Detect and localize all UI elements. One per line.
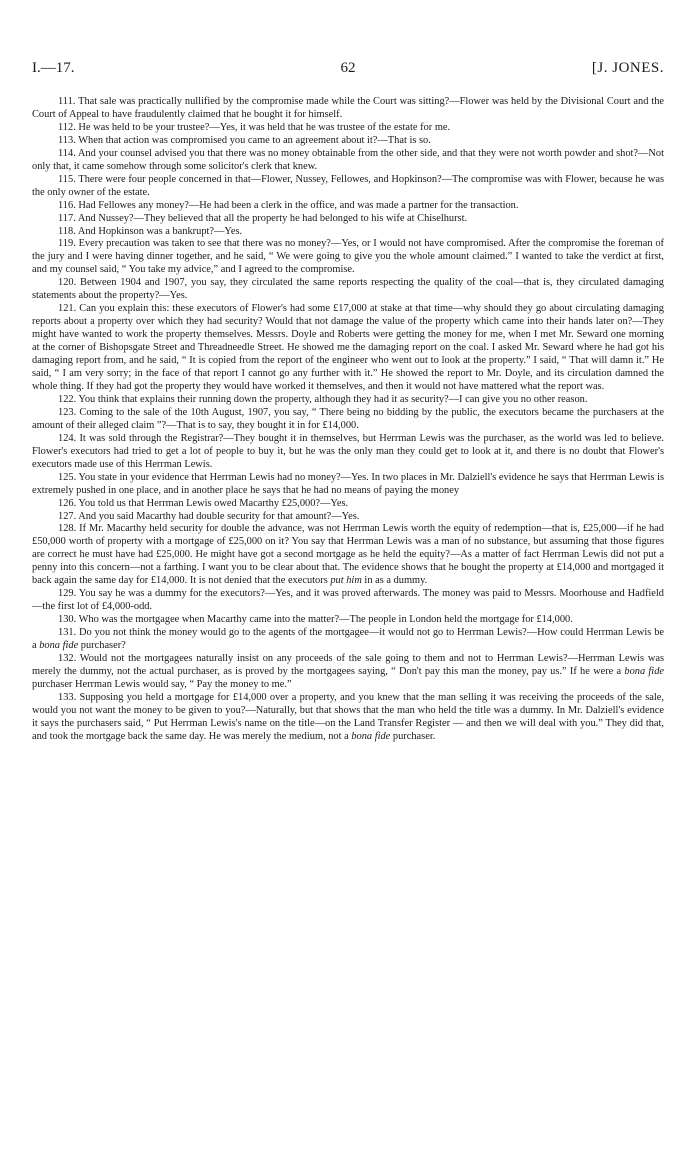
question-paragraph bbox=[32, 200, 664, 213]
paragraph-text: 114. And your counsel advised you that there was no money obtainable from the other side, and that they were not worth powder and shot?—Not only that, it came somehow through some solicitor's clerk that knew. bbox=[32, 147, 664, 172]
page-number: 62 bbox=[340, 60, 356, 76]
question-paragraph bbox=[32, 407, 664, 433]
paragraph-text: 111. That sale was practically nullified by the compromise made while the Court was sitting?—Flower was held by the Divisional Court and the Court of Appeal to have fraudulently claimed that he bought it for himself. bbox=[32, 96, 664, 120]
paragraph-text: 118. And Hopkinson was a bankrupt?—Yes. bbox=[58, 225, 243, 237]
question-paragraph bbox=[32, 472, 664, 498]
question-paragraph bbox=[32, 135, 664, 148]
question-paragraph bbox=[32, 523, 664, 588]
paragraph-text: 113. When that action was compromised you came to an agreement about it?—That is so. bbox=[58, 134, 431, 146]
paragraph-text: 123. Coming to the sale of the 10th August, 1907, you say, “ There being no bidding by the public, the executors became the purchasers at the amount of their alleged claim ”?—That is to say, they bought it in for £14,000. bbox=[32, 406, 664, 431]
paragraph-text: purchaser. bbox=[390, 730, 436, 742]
question-paragraph bbox=[32, 498, 664, 511]
paragraph-text: 122. You think that explains their running down the property, although they had it as security?—I can give you no other reason. bbox=[58, 393, 588, 405]
paragraph-text: 131. Do you not think the money would go to the agents of the mortgagee—it would not go to Herrman Lewis?—How could Herrman Lewis be a bbox=[32, 627, 664, 652]
question-paragraph bbox=[32, 511, 664, 524]
question-paragraph bbox=[32, 692, 664, 744]
question-paragraph bbox=[32, 96, 664, 122]
paragraph-text: in as a dummy. bbox=[361, 575, 428, 587]
testimony-body bbox=[32, 96, 664, 744]
witness-name: [J. JONES. bbox=[591, 60, 664, 76]
question-paragraph bbox=[32, 653, 664, 692]
paragraph-text: 130. Who was the mortgagee when Macarthy came into the matter?—The people in London held the mortgage for £14,000. bbox=[58, 614, 573, 626]
paragraph-text: 133. Supposing you held a mortgage for £14,000 over a property, and you knew that the man selling it was receiving the proceeds of the sale, would you not want the money to be given to you?—Naturally, but that shows that the man who held the title was a dummy. In Mr. Dalziell's evidence it says the purchasers said, “ Put Herrman Lewis's name on the title—on the Land Transfer Register — and then we will deal with you.” They did that, and took the mortgage back the same day. He was merely the medium, not a bbox=[32, 691, 664, 742]
paragraph-text: 127. And you said Macarthy had double security for that amount?—Yes. bbox=[58, 510, 360, 522]
paragraph-text: 112. He was held to be your trustee?—Yes, it was held that he was trustee of the estate for me. bbox=[58, 121, 451, 133]
question-paragraph bbox=[32, 277, 664, 303]
italic-text: put him bbox=[330, 575, 362, 587]
question-paragraph bbox=[32, 394, 664, 407]
paragraph-text: 121. Can you explain this: these executors of Flower's had some £17,000 at stake at that time—why should they go about circulating damaging reports about a property over which they had security? Would that not damage the value of the property which came into their hands later on?—They might have wanted to work the property themselves. Messrs. Doyle and Roberts were getting the money for me, when I met Mr. Seward one morning at the corner of Bishopsgate Street and Threadneedle Street. He showed me the damaging report on the coal. I asked Mr. Seward where he had got his damaging report from, and he said, “ It is copied from the report of the engineer who went out to look at the property.” I said, “ That will damn it.” He said, “ I am very sorry; in the face of that report I cannot go any further with it.” He showed the report to Mr. Doyle, and its circulation damned the whole thing. If they had got the property they would have worked it themselves, and then it would not have mattered what the report was. bbox=[32, 303, 664, 392]
paragraph-text: 125. You state in your evidence that Herrman Lewis had no money?—Yes. In two places in Mr. Dalziell's evidence he says that Herrman Lewis is extremely pushed in one place, and in another place he says that he had no means of paying the money bbox=[32, 471, 664, 496]
question-paragraph bbox=[32, 433, 664, 472]
question-paragraph bbox=[32, 213, 664, 226]
paragraph-text: purchaser Herrman Lewis would say, “ Pay the money to me.” bbox=[32, 678, 292, 690]
italic-text: bona fide bbox=[39, 640, 79, 652]
question-paragraph bbox=[32, 226, 664, 239]
paragraph-text: purchaser? bbox=[78, 640, 126, 652]
paragraph-text: 126. You told us that Herrman Lewis owed Macarthy £25,000?—Yes. bbox=[58, 497, 349, 509]
question-paragraph bbox=[32, 174, 664, 200]
question-paragraph bbox=[32, 148, 664, 174]
paragraph-text: 129. You say he was a dummy for the executors?—Yes, and it was proved afterwards. The money was paid to Messrs. Moorhouse and Hadfield—the first lot of £4,000-odd. bbox=[32, 588, 664, 613]
paragraph-text: 116. Had Fellowes any money?—He had been a clerk in the office, and was made a partner for the transaction. bbox=[58, 199, 519, 211]
paragraph-text: 115. There were four people concerned in that—Flower, Nussey, Fellowes, and Hopkinson?—The compromise was with Flower, because he was the only owner of the estate. bbox=[32, 173, 664, 198]
italic-text: bona fide bbox=[351, 730, 391, 742]
question-paragraph bbox=[32, 588, 664, 614]
paragraph-text: 124. It was sold through the Registrar?—They bought it in themselves, but Herrman Lewis was the purchaser, as the world was led to believe. Flower's executors had tried to get a lot of people to buy it, but he was the only man they could get to look at it, and there is no doubt that Flower's executors made use of this Herrman Lewis. bbox=[32, 432, 664, 470]
question-paragraph bbox=[32, 238, 664, 277]
paragraph-text: 119. Every precaution was taken to see that there was no money?—Yes, or I would not have compromised. After the compromise the foreman of the jury and I were having dinner together, and he said, “ We were going to give you the whole amount claimed.” I wanted to take the verdict at first, and my counsel said, “ You take my advice,” and I agreed to the compromise. bbox=[32, 238, 664, 276]
series-reference: I.—17. bbox=[32, 60, 75, 76]
question-paragraph bbox=[32, 614, 664, 627]
paragraph-text: 117. And Nussey?—They believed that all the property he had belonged to his wife at Chiselhurst. bbox=[58, 212, 468, 224]
question-paragraph bbox=[32, 303, 664, 394]
paragraph-text: 128. If Mr. Macarthy held security for double the advance, was not Herrman Lewis worth the equity of redemption—that is, £25,000—if he had £50,000 worth of property with a mortgage of £25,000 on it? You say that Herrman Lewis was a man of no substance, but assuming that those figures are correct he must have had £25,000. He might have got a second mortgage as he held the equity?—As a matter of fact Herrman Lewis did not put a penny into this concern—not a farthing. I want you to be clear about that. The evidence shows that he bought the property at £14,000 and mortgaged it back again the same day for £14,000. It is not denied that the executors bbox=[32, 523, 664, 587]
italic-text: bona fide bbox=[624, 665, 664, 677]
paragraph-text: 132. Would not the mortgagees naturally insist on any proceeds of the sale going to them and not to Herrman Lewis?—Herrman Lewis was merely the dummy, not the actual purchaser, as is proved by the mortgagees saying, “ Don't pay this man the money, pay us.” If he were a bbox=[32, 652, 664, 677]
question-paragraph bbox=[32, 627, 664, 653]
page-header bbox=[32, 60, 664, 84]
question-paragraph bbox=[32, 122, 664, 135]
paragraph-text: 120. Between 1904 and 1907, you say, they circulated the same reports respecting the quality of the coal—that is, they circulated damaging statements about the property?—Yes. bbox=[32, 277, 664, 302]
